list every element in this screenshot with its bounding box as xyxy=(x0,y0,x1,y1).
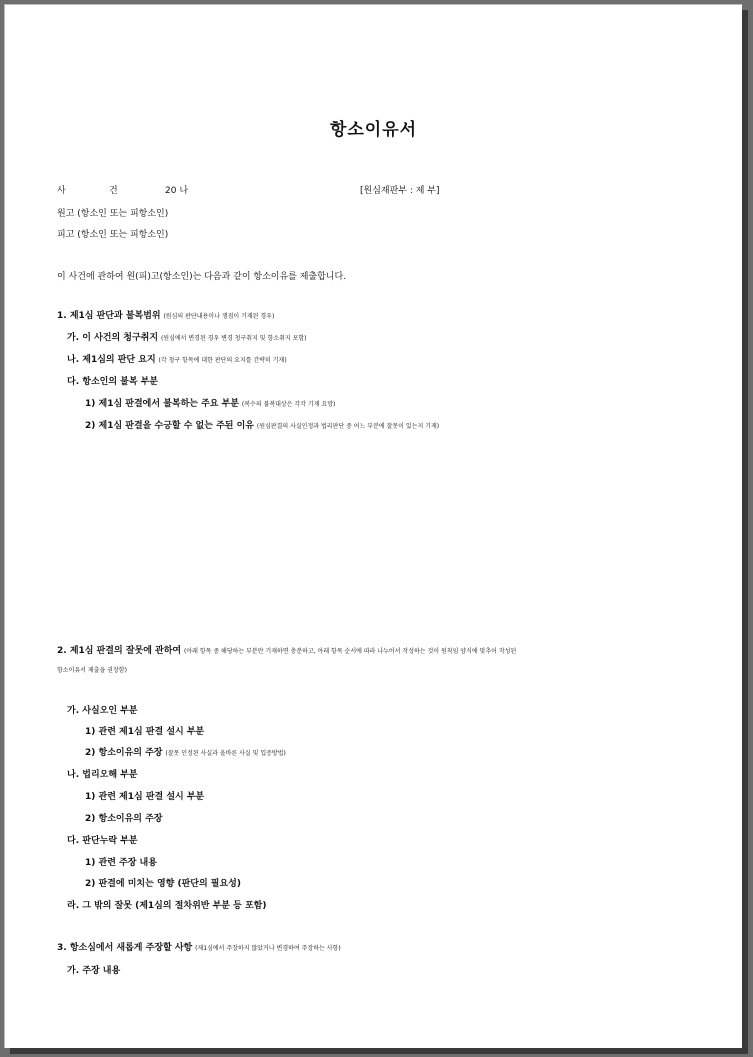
section1-ga-note: (원심에서 변경된 경우 변경 청구취지 및 항소취지 포함) xyxy=(160,335,307,342)
section2-ga-label: 가. 사실오인 부분 xyxy=(67,706,138,716)
section3-heading xyxy=(57,942,341,955)
section1-item-da-2 xyxy=(85,420,439,433)
section1-heading xyxy=(57,310,274,323)
section1-da-2-label: 2) 제1심 판결을 수긍할 수 없는 주된 이유 xyxy=(85,421,254,431)
section1-item-ga xyxy=(67,332,307,345)
section3-ga-label: 가. 주장 내용 xyxy=(67,966,121,976)
section2-na-label: 나. 법리오해 부분 xyxy=(67,770,138,780)
section3-title: 3. 항소심에서 새롭게 주장할 사항 xyxy=(57,943,193,953)
document-title: 항소이유서 xyxy=(329,120,418,140)
section2-note: (아래 항목 중 해당하는 부분만 기재하면 충분하고, 아래 항목 순서에 따라 나누어서 작성하는 것이 원칙임 양식에 맞추어 작성된 xyxy=(184,648,517,655)
section2-item-na-2 xyxy=(85,813,163,825)
section2-ra-label: 라. 그 밖의 잘못 (제1심의 절차위반 부분 등 포함) xyxy=(67,901,267,911)
section1-title: 1. 제1심 판단과 불복범위 xyxy=(57,311,161,321)
section2-ga-2-label: 2) 항소이유의 주장 xyxy=(85,748,163,758)
plaintiff-line: 원고 (항소인 또는 피항소인) xyxy=(57,209,169,219)
section1-item-da-1 xyxy=(85,398,335,411)
section1-item-da xyxy=(67,376,158,388)
section2-note-continued: 항소이유서 제출을 권장함) xyxy=(57,667,127,674)
original-case-division: [원심재판부 : 제 부] xyxy=(360,186,440,196)
section1-da-1-label: 1) 제1심 판결에서 불복하는 주요 부분 xyxy=(85,399,240,409)
section2-item-da-2 xyxy=(85,878,241,890)
section1-na-note: (각 청구 항목에 대한 판단의 요지를 간략히 기재) xyxy=(158,357,287,364)
section1-item-na xyxy=(67,354,287,367)
case-year-prefix: 20 나 xyxy=(165,186,189,196)
section2-da-2-label: 2) 판결에 미치는 영향 (판단의 필요성) xyxy=(85,879,241,889)
section2-heading xyxy=(57,645,516,658)
case-label-a: 사 xyxy=(57,186,66,196)
section2-ga-1-label: 1) 관련 제1심 판결 설시 부분 xyxy=(85,727,205,737)
section2-na-1-label: 1) 관련 제1심 판결 설시 부분 xyxy=(85,792,205,802)
section2-ga-2-note: (잘못 인정된 사실과 올바른 사실 및 입증방법) xyxy=(165,750,286,757)
section1-ga-label: 가. 이 사건의 청구취지 xyxy=(67,333,159,343)
section1-na-label: 나. 제1심의 판단 요지 xyxy=(67,355,156,365)
section2-da-label: 다. 판단누락 부분 xyxy=(67,836,138,846)
section2-item-ra xyxy=(67,900,266,912)
section2-na-2-label: 2) 항소이유의 주장 xyxy=(85,814,163,824)
section3-item-ga xyxy=(67,965,120,977)
section1-da-label: 다. 항소인의 불복 부분 xyxy=(67,377,159,387)
section2-da-1-label: 1) 관련 주장 내용 xyxy=(85,858,157,868)
section2-item-da xyxy=(67,835,138,847)
document-page xyxy=(4,4,742,1048)
section2-item-ga-2 xyxy=(85,747,286,760)
defendant-line: 피고 (항소인 또는 피항소인) xyxy=(57,230,169,240)
section1-da-1-note: (복수의 불복대상은 각각 기재 요망) xyxy=(241,401,336,408)
case-label-b: 건 xyxy=(109,186,118,196)
section2-item-ga-1 xyxy=(85,726,204,738)
section1-da-2-note: (원심판결의 사실인정과 법리판단 중 어느 부분에 잘못이 있는지 기재) xyxy=(256,423,440,430)
section2-item-ga xyxy=(67,705,138,717)
intro-statement: 이 사건에 관하여 원(피)고(항소인)는 다음과 같이 항소이유를 제출합니다. xyxy=(57,272,347,282)
section3-note: (제1심에서 주장하지 않았거나 변경하여 주장하는 사항) xyxy=(195,945,341,952)
section2-item-na xyxy=(67,769,138,781)
section2-title: 2. 제1심 판결의 잘못에 관하여 xyxy=(57,646,182,656)
section1-note: (원심의 판단내용이나 쟁점이 기재된 경우) xyxy=(163,313,275,320)
case-number-row xyxy=(57,185,557,197)
section2-item-da-1 xyxy=(85,857,157,869)
section2-item-na-1 xyxy=(85,791,204,803)
